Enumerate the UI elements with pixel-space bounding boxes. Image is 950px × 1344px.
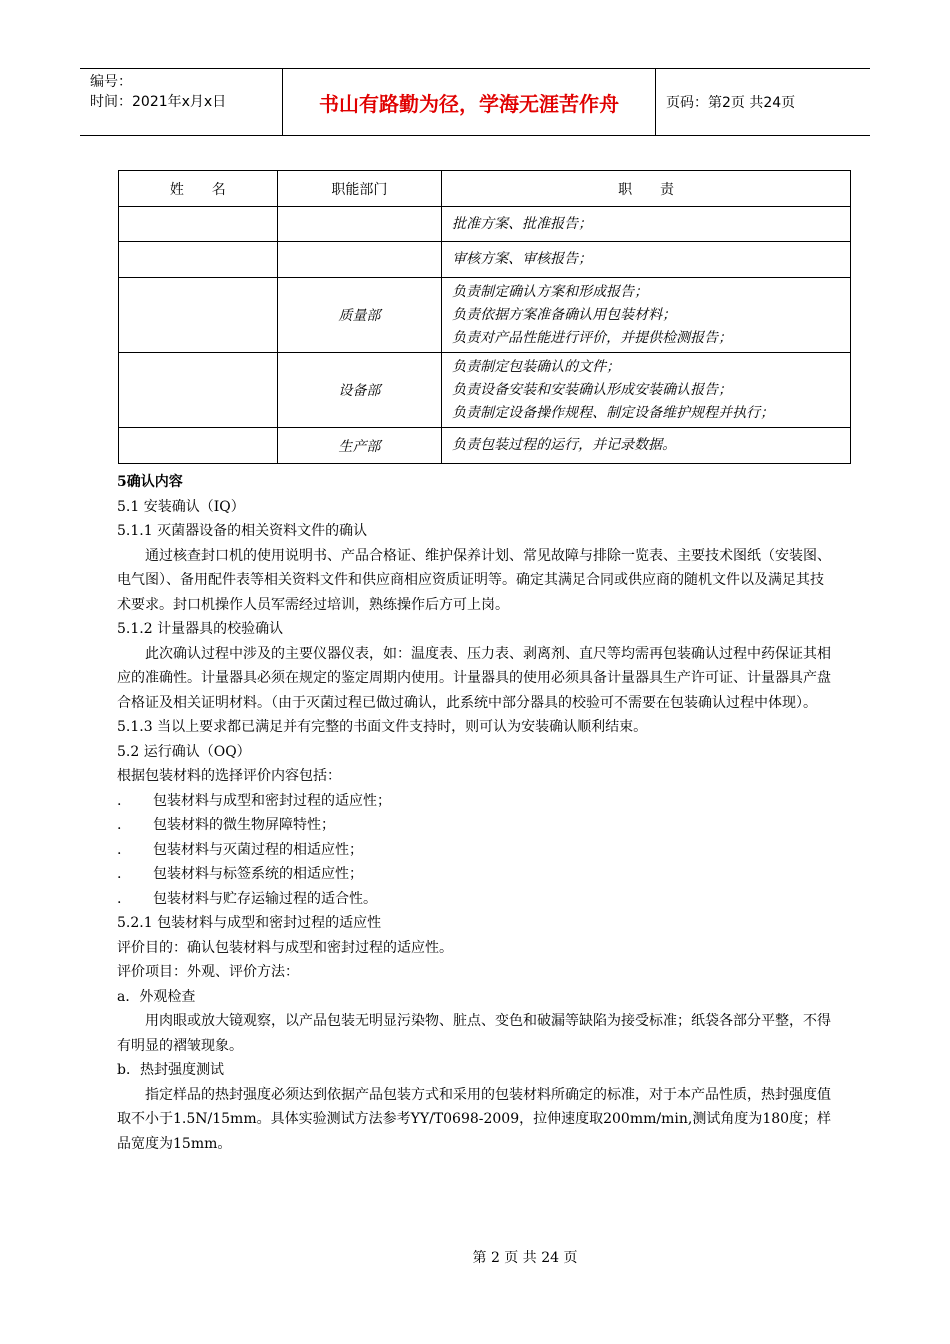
doc-number-label: 编号：: [90, 74, 132, 90]
header-motto: 书山有路勤为径，学海无涯苦作舟: [283, 69, 656, 135]
paragraph-5-1-3: 5.1.3 当以上要求都已满足并有完整的书面文件支持时，则可认为安装确认顺利结束。: [117, 719, 648, 735]
paragraph-5-1-1: 通过核查封口机的使用说明书、产品合格证、维护保养计划、常见故障与排除一览表、主要技术图纸（安装图、电气图）、备用配件表等相关资料文件和供应商相应资质证明等。确定其满足合同或供应商的随机文件以及满足其技术要求。封口机操作人员军需经过培训，熟练操作后方可上岗。: [117, 547, 831, 613]
duty-line: 负责制定包装确认的文件；: [452, 358, 621, 375]
document-body: [117, 470, 837, 1156]
cell-duty: [442, 428, 851, 464]
paragraph-eval-purpose: 评价目的：确认包装材料与成型和密封过程的适应性。: [117, 939, 453, 956]
table-row: [119, 242, 851, 278]
doc-date-label: 时间：2021年x月x日: [90, 94, 227, 110]
duty-line: 审核方案、审核报告；: [452, 251, 593, 267]
list-item-text: 包装材料与灭菌过程的相适应性；: [153, 841, 363, 858]
cell-duty: [442, 353, 851, 428]
duty-line: 负责对产品性能进行评价，并提供检测报告；: [452, 329, 733, 346]
section-heading-5-1-2: 5.1.2 计量器具的校验确认: [117, 621, 284, 637]
table-row: [119, 428, 851, 464]
page-footer: 第 2 页 共 24 页: [472, 1250, 578, 1266]
cell-name: [119, 353, 278, 428]
section-heading-5-2-1: 5.2.1 包装材料与成型和密封过程的适应性: [117, 915, 382, 931]
section-heading-5: 5确认内容: [117, 474, 183, 490]
paragraph-b: 指定样品的热封强度必须达到依据产品包装方式和采用的包装材料所确定的标准，对于本产品性质，热封强度值取不小于1.5N/15mm。具体实验测试方法参考YY/T0698-2009，拉伸速度取200mm/min,测试角度为180度；样品宽度为15mm。: [117, 1086, 832, 1152]
bullet-mark: .: [117, 890, 122, 907]
col-header-name: 姓 名: [119, 171, 278, 207]
cell-name: [119, 428, 278, 464]
duty-line: 负责制定确认方案和形成报告；: [452, 283, 649, 300]
cell-name: [119, 278, 278, 353]
paragraph-eval-items: 评价项目：外观、评价方法：: [117, 964, 299, 980]
paragraph-5-2: 根据包装材料的选择评价内容包括：: [117, 768, 341, 784]
list-item: [117, 813, 837, 838]
col-header-dept: 职能部门: [277, 171, 442, 207]
duty-line: 批准方案、批准报告；: [452, 215, 593, 232]
cell-dept: [277, 242, 442, 278]
duty-line: 负责设备安装和安装确认形成安装确认报告；: [452, 381, 733, 398]
list-item: [117, 838, 837, 863]
bullet-mark: .: [117, 817, 122, 833]
header-meta: [80, 69, 283, 135]
cell-dept: [277, 207, 442, 242]
paragraph-5-1-2: 此次确认过程中涉及的主要仪器仪表，如：温度表、压力表、剥离剂、直尺等均需再包装确认过程中药保证其相应的准确性。计量器具必须在规定的鉴定周期内使用。计量器具的使用必须具备计量器具生产许可证、计量器具产盘合格证及相关证明材料。（由于灭菌过程已做过确认，此系统中部分器具的校验可不需要在包装确认过程中体现）。: [117, 645, 831, 711]
list-item: [117, 789, 837, 814]
list-item: [117, 887, 837, 912]
cell-dept: 生产部: [277, 428, 442, 464]
cell-name: [119, 242, 278, 278]
subheading-a: a．外观检查: [117, 988, 196, 1005]
cell-duty: [442, 242, 851, 278]
cell-dept: 质量部: [277, 278, 442, 353]
duty-line: 负责包装过程的运行，并记录数据。: [452, 437, 677, 453]
header-page-number: 页码：第2页 共24页: [666, 95, 796, 111]
cell-name: [119, 207, 278, 242]
section-heading-5-1: 5.1 安装确认（IQ）: [117, 498, 245, 515]
section-heading-5-2: 5.2 运行确认（OQ）: [117, 743, 251, 760]
page-header: [80, 68, 870, 136]
list-item-text: 包装材料的微生物屏障特性；: [153, 817, 335, 833]
duty-line: 负责制定设备操作规程、制定设备维护规程并执行；: [452, 404, 775, 421]
list-item-text: 包装材料与贮存运输过程的适合性。: [153, 890, 377, 907]
bullet-mark: .: [117, 841, 122, 858]
table-row: [119, 207, 851, 242]
subheading-b: b．热封强度测试: [117, 1062, 224, 1078]
bullet-mark: .: [117, 866, 122, 882]
section-heading-5-1-1: 5.1.1 灭菌器设备的相关资料文件的确认: [117, 523, 368, 539]
table-row: [119, 353, 851, 428]
bullet-mark: .: [117, 792, 122, 809]
table-row: [119, 278, 851, 353]
list-item-text: 包装材料与成型和密封过程的适应性；: [153, 792, 391, 809]
list-item: [117, 862, 837, 887]
duty-line: 负责依据方案准备确认用包装材料；: [452, 306, 677, 323]
cell-duty: [442, 207, 851, 242]
responsibility-table: [118, 170, 851, 464]
table-header-row: [119, 171, 851, 207]
col-header-duty: 职 责: [442, 171, 851, 207]
paragraph-a: 用肉眼或放大镜观察，以产品包装无明显污染物、脏点、变色和破漏等缺陷为接受标准；纸袋各部分平整，不得有明显的褶皱现象。: [117, 1013, 831, 1054]
list-item-text: 包装材料与标签系统的相适应性；: [153, 866, 363, 882]
cell-dept: 设备部: [277, 353, 442, 428]
cell-duty: [442, 278, 851, 353]
